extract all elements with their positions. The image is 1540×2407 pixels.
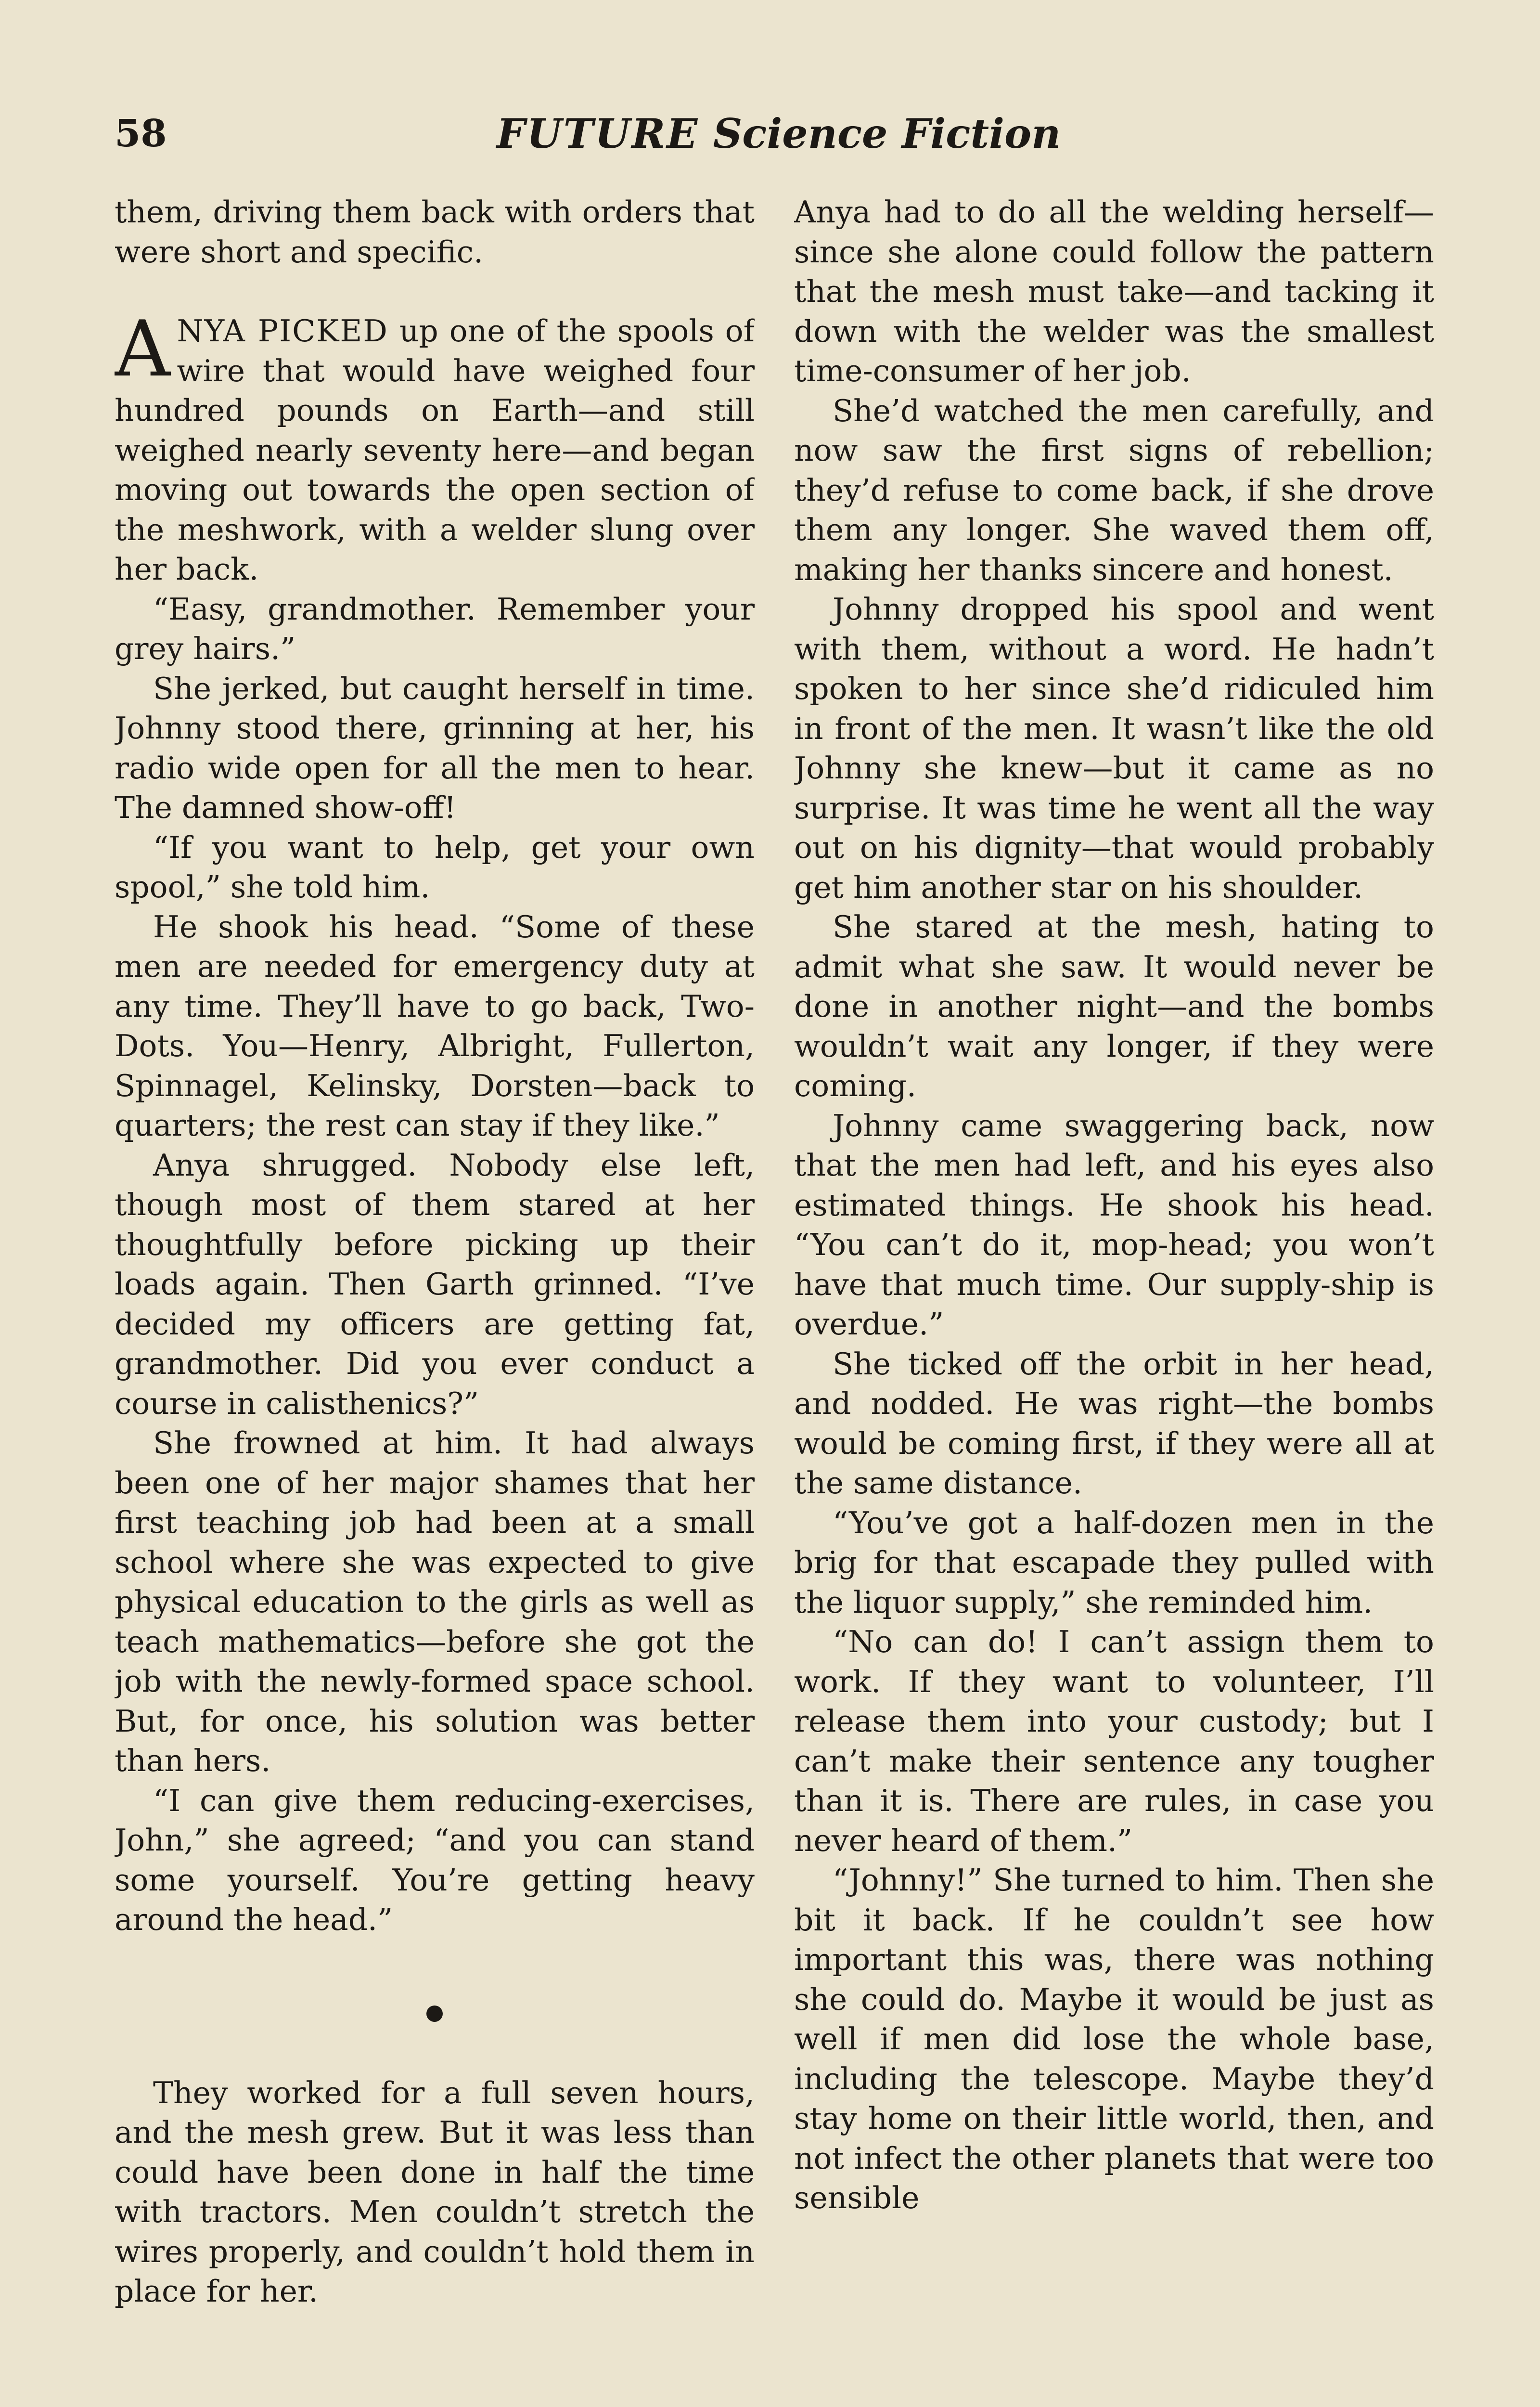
- section-break-dot: [426, 2006, 443, 2022]
- paragraph-text: up one of the spools of wire that would have weighed four hundred pounds on Earth—and still weighed nearly seventy here—and began moving out towards the open section of the meshwork, with a welder slung over her back.: [115, 313, 755, 587]
- paragraph-dropcap: [115, 304, 755, 590]
- drop-cap: A: [115, 304, 170, 394]
- page-header: [115, 110, 1443, 158]
- left-column: [115, 193, 755, 2393]
- magazine-subtitle: Science Fiction: [713, 110, 1061, 157]
- right-column: [794, 193, 1434, 2393]
- running-head: [115, 110, 1443, 158]
- paragraph: Anya had to do all the welding herself—since she alone could follow the pattern that the mesh must take—and tacking it down with the welder was the smallest time-consumer of her job.: [794, 194, 1434, 388]
- paragraph: She frowned at him. It had always been one of her major shames that her first teaching job had been at a small school where she was expected to give physical education to the girls as well as teach mathematics—before she got the job with the newly-formed space school. But, for once, his solution was better than hers.: [115, 1425, 755, 1778]
- paragraph: They worked for a full seven hours, and the mesh grew. But it was less than could have been done in half the time with tractors. Men couldn’t stretch the wires properly, and couldn’t hold them in place for her.: [115, 2075, 755, 2309]
- paragraph: She ticked off the orbit in her head, and nodded. He was right—the bombs would be coming first, if they were all at the same distance.: [794, 1346, 1434, 1501]
- paragraph: She stared at the mesh, hating to admit what she saw. It would never be done in another night—and the bombs wouldn’t wait any longer, if they were coming.: [794, 909, 1434, 1103]
- paragraph: He shook his head. “Some of these men are needed for emergency duty at any time. They’ll have to go back, Two-Dots. You—Henry, Albright, Fullerton, Spinnagel, Kelinsky, Dorsten—back to quarters; the rest can stay if they like.”: [115, 909, 755, 1143]
- paragraph: “If you want to help, get your own spool,” she told him.: [115, 829, 755, 905]
- page-number: 58: [115, 112, 167, 155]
- paragraph: “Johnny!” She turned to him. Then she bit it back. If he couldn’t see how important this was, there was nothing she could do. Maybe it would be just as well if men did lose the whole base, including the telescope. Maybe they’d stay home on their little world, then, and not infect the other planets that were too sensible: [794, 1863, 1434, 2215]
- paragraph: Johnny dropped his spool and went with them, without a word. He hadn’t spoken to her since she’d ridiculed him in front of the men. It wasn’t like the old Johnny she knew—but it came as no surprise. It was time he went all the way out on his dignity—that would probably get him another star on his shoulder.: [794, 592, 1434, 905]
- section-break: [115, 1954, 755, 2073]
- paragraph: “Easy, grandmother. Remember your grey hairs.”: [115, 591, 755, 666]
- paragraph: them, driving them back with orders that were short and specific.: [115, 194, 755, 270]
- paragraph: She’d watched the men carefully, and now saw the first signs of rebellion; they’d refuse to come back, if she drove them any longer. She waved them off, making her thanks sincere and honest.: [794, 393, 1434, 587]
- paragraph: “No can do! I can’t assign them to work. If they want to volunteer, I’ll release them into your custody; but I can’t make their sentence any tougher than it is. There are rules, in case you never heard of them.”: [794, 1624, 1434, 1858]
- paragraph: Anya shrugged. Nobody else left, though most of them stared at her thoughtfully before picking up their loads again. Then Garth grinned. “I’ve decided my officers are getting fat, grandmother. Did you ever conduct a course in calisthenics?”: [115, 1147, 755, 1421]
- small-caps-lead: NYA PICKED: [177, 313, 388, 349]
- paragraph: Johnny came swaggering back, now that the men had left, and his eyes also estimated things. He shook his head. “You can’t do it, mop-head; you won’t have that much time. Our supply-ship is overdue.”: [794, 1108, 1434, 1342]
- paragraph: She jerked, but caught herself in time. Johnny stood there, grinning at her, his radio wide open for all the men to hear. The damned show-off!: [115, 671, 755, 825]
- paragraph: “I can give them reducing-exercises, John,” she agreed; “and you can stand some yourself. You’re getting heavy around the head.”: [115, 1783, 755, 1937]
- magazine-title: FUTURE: [496, 110, 699, 157]
- paragraph: “You’ve got a half-dozen men in the brig for that escapade they pulled with the liquor supply,” she reminded him.: [794, 1505, 1434, 1620]
